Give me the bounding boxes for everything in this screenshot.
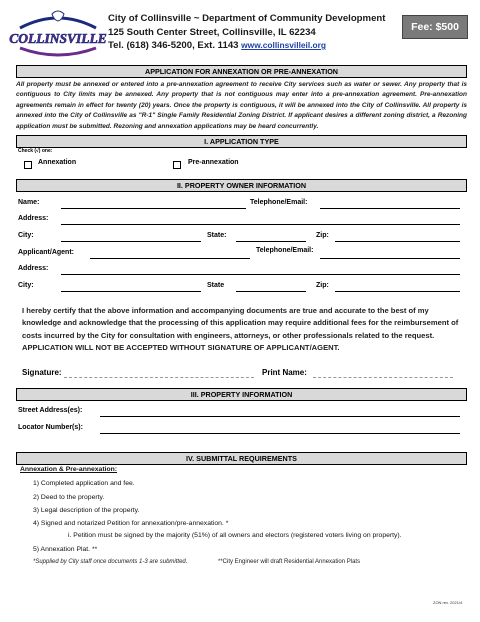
header-line3 (108, 39, 398, 53)
name-field[interactable] (61, 208, 246, 209)
owner-address-field[interactable] (61, 224, 460, 225)
logo-text: COLLINSVILLE (9, 31, 107, 46)
owner-zip-field[interactable] (335, 241, 460, 242)
print-name-field[interactable] (313, 377, 453, 378)
header-line2: 125 South Center Street, Collinsville, IL 62234 (108, 26, 316, 38)
applicant-zip-field[interactable] (335, 291, 460, 292)
submittal-subheading: Annexation & Pre-annexation: (20, 466, 118, 473)
pre-annexation-label: Pre-annexation (188, 159, 239, 166)
locator-number-label: Locator Number(s): (18, 424, 83, 431)
applicant-address-label: Address: (18, 265, 49, 272)
applicant-phone-email-label: Telephone/Email: (256, 247, 314, 254)
certification-text: I hereby certify that the above information and accompanying documents are true and accurate to the best of my knowledge and acknowledge that the processing of this application may require additional fees for the reimbursement of costs incurred by the City for consultation with engineers, attorneys, or other professionals related to the request. APPLICATION WILL NOT BE ACCEPTED WITHOUT SIGNATURE OF APPLICANT/AGENT. (22, 306, 459, 353)
applicant-state-field[interactable] (236, 291, 306, 292)
check-one-label: Check (√) one: (18, 148, 53, 154)
header-line1: City of Collinsville ~ Department of Community Development (108, 13, 386, 24)
applicant-city-label: City: (18, 282, 34, 289)
applicant-label: Applicant/Agent: (18, 249, 74, 256)
application-title: APPLICATION FOR ANNEXATION OR PRE-ANNEXATION (16, 65, 467, 78)
requirement-item: 5) Annexation Plat. ** (33, 546, 98, 553)
city-logo (9, 10, 107, 60)
print-name-label: Print Name: (262, 368, 307, 377)
requirement-item: 1) Completed application and fee. (33, 480, 135, 487)
applicant-address-field[interactable] (61, 274, 460, 275)
annexation-label: Annexation (38, 159, 77, 166)
requirement-item: 3) Legal description of the property. (33, 507, 140, 514)
section-property-info-title: III. PROPERTY INFORMATION (16, 388, 467, 401)
signature-field[interactable] (64, 377, 254, 378)
locator-number-field[interactable] (100, 433, 460, 434)
owner-city-field[interactable] (61, 241, 201, 242)
annexation-checkbox[interactable] (24, 161, 32, 169)
section-application-type-title: I. APPLICATION TYPE (16, 135, 467, 148)
website-link[interactable]: www.collinsvilleil.org (241, 40, 327, 50)
fee-badge: Fee: $500 (402, 15, 468, 39)
section-submittal-title: IV. SUBMITTAL REQUIREMENTS (16, 452, 467, 465)
owner-state-field[interactable] (236, 241, 306, 242)
owner-address-label: Address: (18, 215, 49, 222)
owner-city-label: City: (18, 232, 34, 239)
owner-state-label: State: (207, 232, 227, 239)
pre-annexation-checkbox[interactable] (173, 161, 181, 169)
street-address-field[interactable] (100, 416, 460, 417)
intro-paragraph: All property must be annexed or entered into a pre-annexation agreement to receive City services such as water or sewer. Any property that is contiguous to City limits may be annexed. Any property that is not contiguous may enter into a pre-annexation agreement. Pre-annexation agreements remain in effect for twenty (20) years. Once the property is contiguous, it will be annexed into the City of Collinsville. All property is annexed into the City of Collinsville as "R-1" Single Family Residential Zoning District. If applicant desires a different zoning district, a Rezoning application must be submitted. Rezoning and annexation applications may be heard concurrently. (16, 81, 467, 130)
footnote-staff: *Supplied by City staff once documents 1-3 are submitted. (33, 559, 188, 565)
owner-zip-label: Zip: (316, 232, 329, 239)
requirement-subitem: i. Petition must be signed by the majority (51%) of all owners and electors (registered voters living on property). (68, 532, 402, 539)
requirement-item: 2) Deed to the property. (33, 494, 105, 501)
applicant-phone-email-field[interactable] (320, 258, 460, 259)
requirement-item: 4) Signed and notarized Petition for annexation/pre-annexation. * (33, 520, 229, 527)
header-phone: Tel. (618) 346-5200, Ext. 1143 (108, 40, 239, 51)
applicant-state-label: State (207, 282, 225, 289)
signature-label: Signature: (22, 368, 62, 377)
applicant-field[interactable] (90, 258, 250, 259)
header-block (108, 12, 398, 53)
section-owner-info-title: II. PROPERTY OWNER INFORMATION (16, 179, 467, 192)
applicant-zip-label: Zip: (316, 282, 329, 289)
owner-phone-email-field[interactable] (320, 208, 460, 209)
applicant-city-field[interactable] (61, 291, 201, 292)
owner-phone-email-label: Telephone/Email: (250, 199, 308, 206)
footnote-engineer: **City Engineer will draft Residential Annexation Plats (218, 559, 361, 565)
revision-code: ZON rev. 2021/4 (433, 600, 463, 605)
name-label: Name: (18, 199, 40, 206)
street-address-label: Street Address(es): (18, 407, 83, 414)
